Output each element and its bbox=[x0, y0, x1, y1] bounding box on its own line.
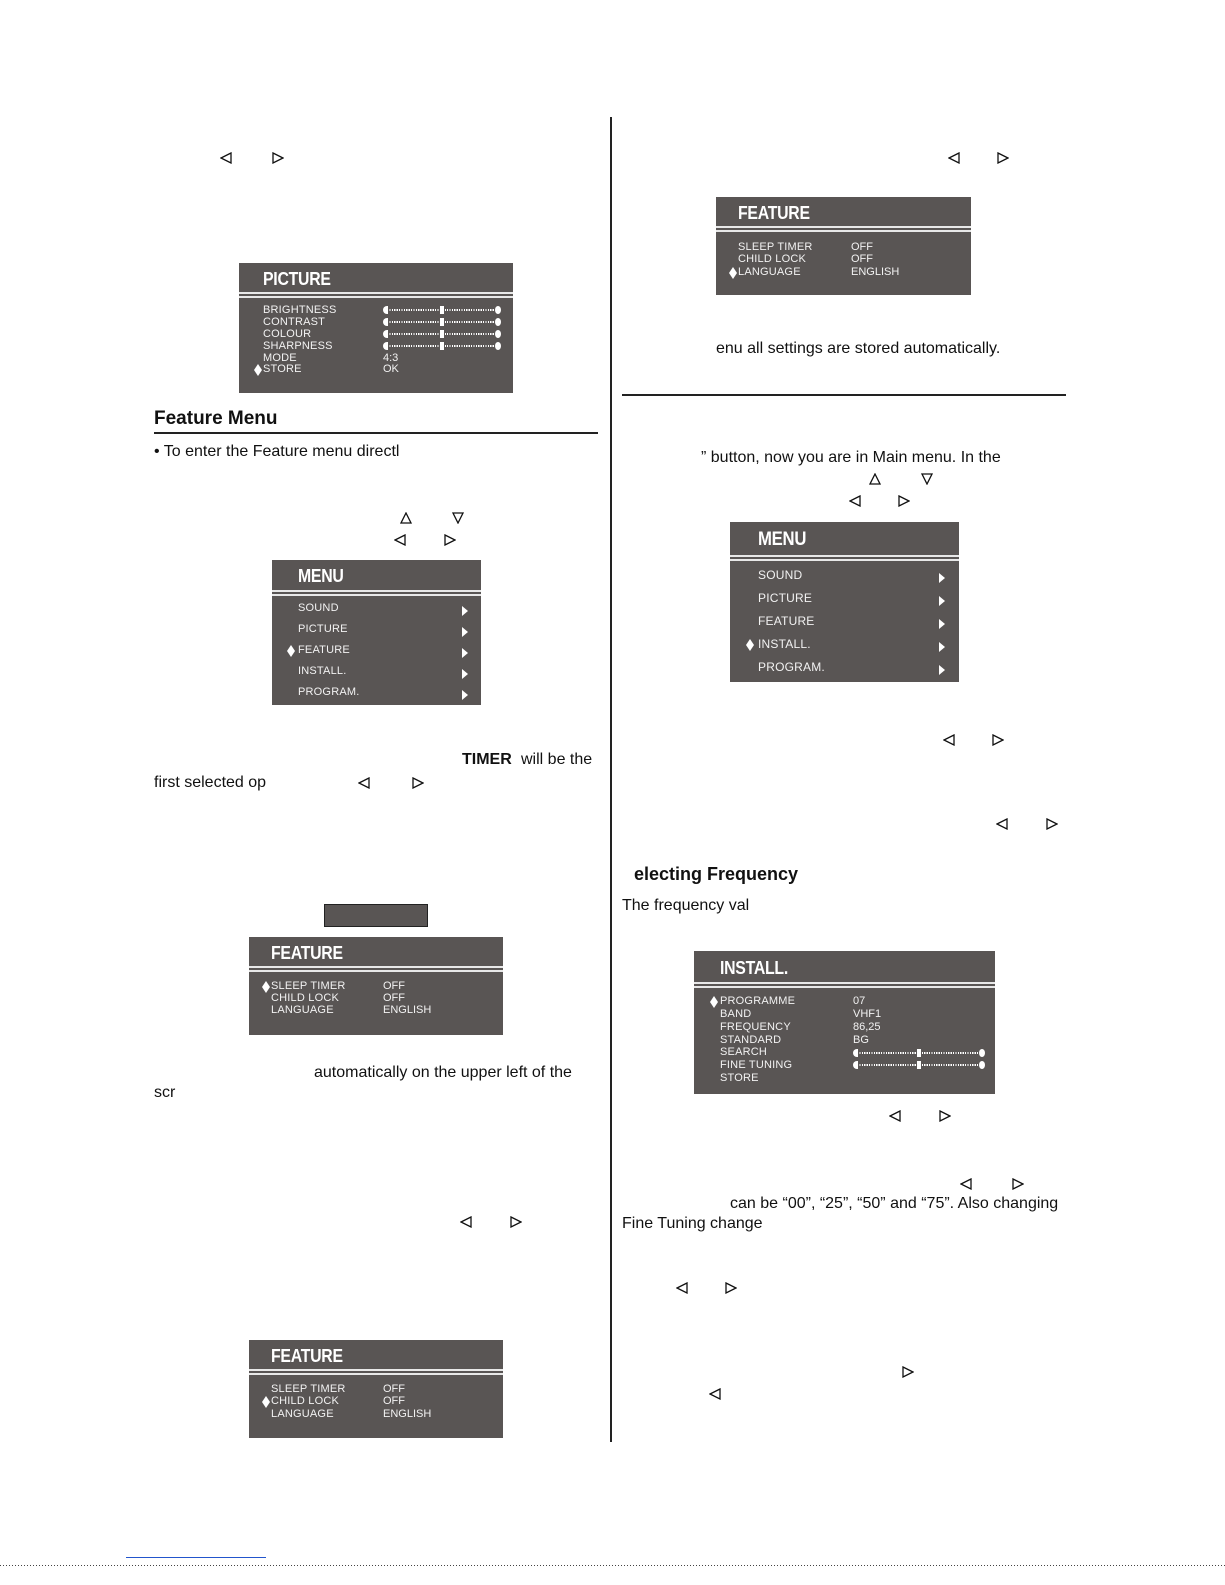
left-triangle-icon bbox=[889, 1110, 901, 1122]
osd-title: FEATURE bbox=[271, 1346, 343, 1366]
left-triangle-icon bbox=[220, 152, 232, 164]
menu-item-sound: SOUND bbox=[758, 568, 803, 582]
selector-diamond-icon bbox=[262, 980, 270, 992]
search-slider bbox=[853, 1049, 985, 1057]
osd-row-label: LANGUAGE bbox=[271, 1004, 334, 1016]
heading-rule bbox=[154, 432, 598, 434]
main-menu-osd-panel bbox=[272, 560, 481, 705]
osd-row-label: LANGUAGE bbox=[271, 1408, 334, 1420]
osd-row-label: CHILD LOCK bbox=[271, 1395, 340, 1407]
right-triangle-icon bbox=[725, 1282, 737, 1294]
osd-title: FEATURE bbox=[738, 203, 810, 223]
frequency-text: The frequency val bbox=[622, 897, 750, 914]
osd-row-value: OFF bbox=[851, 241, 873, 253]
selector-diamond-icon bbox=[262, 1395, 270, 1407]
selector-diamond-icon bbox=[287, 644, 295, 656]
up-triangle-icon bbox=[400, 512, 412, 524]
osd-row-label: COLOUR bbox=[263, 328, 312, 340]
osd-title: MENU bbox=[758, 529, 807, 550]
bullet-text: • To enter the Feature menu directl bbox=[154, 443, 400, 460]
osd-row-label: PROGRAMME bbox=[720, 995, 796, 1007]
chevron-right-icon bbox=[462, 687, 468, 697]
chevron-right-icon bbox=[462, 603, 468, 613]
osd-row-value: ENGLISH bbox=[383, 1004, 432, 1016]
menu-item-program: PROGRAM. bbox=[758, 660, 825, 674]
menu-item-install: INSTALL. bbox=[298, 665, 347, 677]
osd-row-value: 86,25 bbox=[853, 1021, 881, 1033]
left-triangle-icon bbox=[943, 734, 955, 746]
osd-row-value: OFF bbox=[383, 1383, 405, 1395]
left-triangle-icon bbox=[960, 1178, 972, 1190]
can-be-text: can be “00”, “25”, “50” and “75”. Also changing bbox=[730, 1195, 1059, 1212]
feature-osd-panel bbox=[249, 937, 503, 1035]
right-triangle-icon bbox=[902, 1366, 914, 1378]
chevron-right-icon bbox=[939, 593, 945, 603]
osd-row-value: ENGLISH bbox=[851, 266, 900, 278]
button-text: ” button, now you are in Main menu. In the bbox=[701, 449, 1001, 466]
osd-row-label: FREQUENCY bbox=[720, 1021, 791, 1033]
column-divider bbox=[610, 117, 612, 1442]
osd-title: INSTALL. bbox=[720, 958, 788, 978]
left-triangle-icon bbox=[948, 152, 960, 164]
osd-row-value: OFF bbox=[851, 253, 873, 265]
timer-tail-text: will be the bbox=[521, 751, 593, 768]
left-triangle-icon bbox=[996, 818, 1008, 830]
osd-row-label: STORE bbox=[263, 363, 302, 375]
menu-item-install: INSTALL. bbox=[758, 637, 811, 651]
osd-title: MENU bbox=[298, 566, 344, 586]
chevron-right-icon bbox=[462, 624, 468, 634]
left-triangle-icon bbox=[709, 1388, 721, 1400]
first-selected-text: first selected op bbox=[154, 774, 267, 791]
selector-diamond-icon bbox=[710, 995, 718, 1007]
chevron-right-icon bbox=[462, 645, 468, 655]
feature-osd-panel bbox=[716, 197, 971, 295]
osd-row-value: 07 bbox=[853, 995, 866, 1007]
left-triangle-icon bbox=[358, 777, 370, 789]
osd-row-label: SLEEP TIMER bbox=[271, 1383, 346, 1395]
menu-item-sound: SOUND bbox=[298, 602, 339, 614]
right-triangle-icon bbox=[939, 1110, 951, 1122]
install-osd-panel bbox=[694, 951, 995, 1094]
osd-row-label: LANGUAGE bbox=[738, 266, 801, 278]
osd-title: PICTURE bbox=[263, 269, 331, 289]
colour-slider bbox=[383, 330, 501, 338]
left-triangle-icon bbox=[676, 1282, 688, 1294]
osd-row-label: CONTRAST bbox=[263, 316, 326, 328]
footer-underline bbox=[126, 1557, 266, 1558]
scr-text: scr bbox=[154, 1084, 176, 1101]
osd-row-label: BAND bbox=[720, 1008, 752, 1020]
right-triangle-icon bbox=[272, 152, 284, 164]
store-value: OK bbox=[383, 363, 399, 375]
osd-row-label: SLEEP TIMER bbox=[738, 241, 813, 253]
left-triangle-icon bbox=[849, 495, 861, 507]
osd-row-label: MODE bbox=[263, 352, 297, 364]
stored-text: enu all settings are stored automatically. bbox=[716, 340, 1001, 357]
auto-text: automatically on the upper left of the bbox=[314, 1064, 572, 1081]
selector-diamond-icon bbox=[254, 363, 262, 375]
right-triangle-icon bbox=[412, 777, 424, 789]
chevron-right-icon bbox=[939, 570, 945, 580]
feature-menu-heading: Feature Menu bbox=[154, 408, 278, 429]
osd-row-label: FINE TUNING bbox=[720, 1059, 793, 1071]
selector-diamond-icon bbox=[746, 638, 754, 650]
right-triangle-icon bbox=[1012, 1178, 1024, 1190]
left-triangle-icon bbox=[460, 1216, 472, 1228]
chevron-right-icon bbox=[462, 666, 468, 676]
footer-dotted-line bbox=[0, 1565, 1225, 1566]
osd-row-value: VHF1 bbox=[853, 1008, 882, 1020]
osd-title: FEATURE bbox=[271, 943, 343, 963]
menu-item-feature: FEATURE bbox=[298, 644, 350, 656]
menu-item-picture: PICTURE bbox=[298, 623, 348, 635]
left-triangle-icon bbox=[394, 534, 406, 546]
chevron-right-icon bbox=[939, 662, 945, 672]
fine-tuning-text: Fine Tuning change bbox=[622, 1215, 763, 1232]
osd-row-value: OFF bbox=[383, 1395, 405, 1407]
menu-item-feature: FEATURE bbox=[758, 614, 815, 628]
menu-item-program: PROGRAM. bbox=[298, 686, 360, 698]
fine-tuning-slider bbox=[853, 1061, 985, 1069]
section-rule bbox=[622, 394, 1066, 396]
right-triangle-icon bbox=[992, 734, 1004, 746]
osd-row-label: STANDARD bbox=[720, 1034, 782, 1046]
right-triangle-icon bbox=[898, 495, 910, 507]
mode-value: 4:3 bbox=[383, 352, 399, 364]
picture-osd-panel bbox=[239, 263, 513, 393]
right-triangle-icon bbox=[1046, 818, 1058, 830]
down-triangle-icon bbox=[921, 473, 933, 485]
right-triangle-icon bbox=[997, 152, 1009, 164]
selector-diamond-icon bbox=[729, 266, 737, 278]
feature-osd-panel bbox=[249, 1340, 503, 1438]
chevron-right-icon bbox=[939, 639, 945, 649]
osd-row-label: BRIGHTNESS bbox=[263, 304, 337, 316]
contrast-slider bbox=[383, 318, 501, 326]
timer-bold-text: TIMER bbox=[462, 751, 512, 768]
right-triangle-icon bbox=[510, 1216, 522, 1228]
osd-row-label: STORE bbox=[720, 1072, 759, 1084]
brightness-slider bbox=[383, 306, 501, 314]
menu-item-picture: PICTURE bbox=[758, 591, 813, 605]
osd-row-label: CHILD LOCK bbox=[271, 992, 340, 1004]
selecting-frequency-heading: electing Frequency bbox=[634, 864, 799, 884]
osd-row-label: SEARCH bbox=[720, 1046, 768, 1058]
osd-row-value: BG bbox=[853, 1034, 869, 1046]
osd-row-label: SLEEP TIMER bbox=[271, 980, 346, 992]
up-triangle-icon bbox=[869, 473, 881, 485]
main-menu-osd-panel bbox=[730, 522, 959, 682]
right-triangle-icon bbox=[444, 534, 456, 546]
osd-row-label: SHARPNESS bbox=[263, 340, 333, 352]
chevron-right-icon bbox=[939, 616, 945, 626]
osd-box-graphic bbox=[324, 904, 428, 927]
osd-row-value: OFF bbox=[383, 980, 405, 992]
down-triangle-icon bbox=[452, 512, 464, 524]
osd-row-value: ENGLISH bbox=[383, 1408, 432, 1420]
osd-row-value: OFF bbox=[383, 992, 405, 1004]
sharpness-slider bbox=[383, 342, 501, 350]
osd-row-label: CHILD LOCK bbox=[738, 253, 807, 265]
